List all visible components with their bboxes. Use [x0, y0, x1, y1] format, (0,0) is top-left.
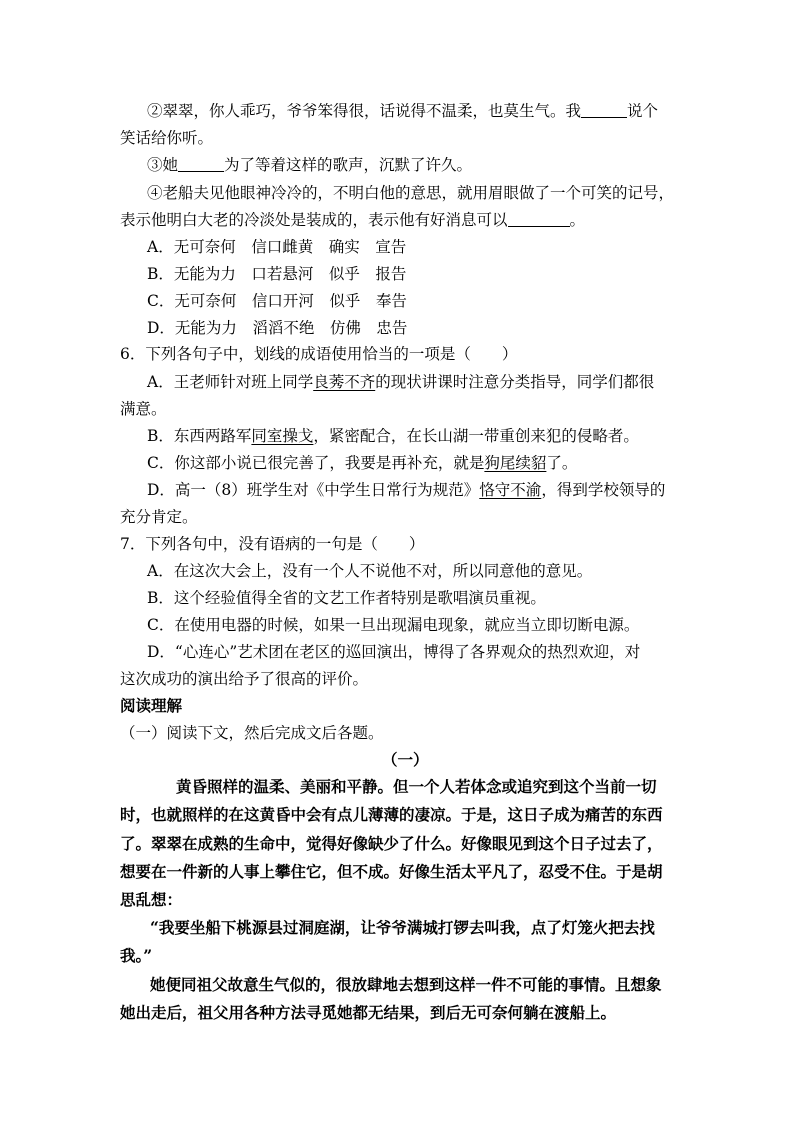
- text: D．高一（8）班学生对《中学生日常行为规范》: [147, 481, 480, 499]
- q6-option-d-cont: 充分肯定。: [120, 508, 198, 526]
- text: ，紧密配合，在长山湖一带重创来犯的侵略者。: [313, 427, 639, 445]
- text: B．东西两路军: [147, 427, 252, 445]
- q6-option-d: [147, 479, 665, 501]
- passage-line: 了。翠翠在成熟的生命中，觉得好像缺少了什么。好像眼见到这个日子过去了，: [120, 834, 663, 853]
- q7-option-a: A．在这次大会上，没有一个人不说他不对，所以同意他的意见。: [147, 562, 593, 580]
- underlined-idiom: 恪守不渝: [479, 481, 542, 499]
- q7-option-d: D．“心连心”艺术团在老区的巡回演出，博得了各界观众的热烈欢迎，对: [147, 643, 641, 661]
- q5-sentence-2-cont: 笑话给你听。: [120, 129, 214, 147]
- passage-line: 黄昏照样的温柔、美丽和平静。但一个人若体念或追究到这个当前一切: [176, 777, 657, 796]
- answer-blank: [178, 156, 224, 172]
- q6-option-a: [147, 371, 654, 393]
- text: A．王老师针对班上同学: [147, 373, 314, 391]
- answer-blank: [508, 211, 570, 227]
- q5-sentence-4-cont: [120, 209, 585, 231]
- q5-sentence-3: [147, 154, 472, 176]
- reading-instruction: （一）阅读下文，然后完成文后各题。: [120, 724, 384, 742]
- q5-option-b: B．无能为力 口若悬河 似乎 报告: [147, 265, 407, 283]
- passage-line: 我。”: [120, 946, 153, 965]
- passage-line: 她出走后，祖父用各种方法寻觅她都无结果，到后无可奈何躺在渡船上。: [120, 1003, 617, 1022]
- q6-option-a-cont: 满意。: [120, 400, 167, 418]
- underlined-idiom: 同室操戈: [251, 427, 314, 445]
- text: 说个: [627, 102, 659, 120]
- underlined-idiom: 狗尾续貂: [484, 454, 547, 472]
- passage-line: 想要在一件新的人事上攀住它，但不成。好像生活太平凡了，忍受不住。于是胡: [120, 862, 663, 881]
- q5-sentence-4: ④老船夫见他眼神冷冷的，不明白他的意思，就用眉眼做了一个可笑的记号，: [147, 184, 675, 202]
- text: 。: [569, 211, 586, 229]
- text: ，得到学校领导的: [541, 481, 666, 499]
- reading-heading: 阅读理解: [120, 696, 183, 715]
- passage-line: 思乱想：: [120, 890, 183, 909]
- q7-stem: 7．下列各句中，没有语病的一句是（ ）: [120, 535, 425, 553]
- text: 了。: [546, 454, 578, 472]
- q6-option-c: [147, 452, 577, 474]
- q7-option-c: C．在使用电器的时候，如果一旦出现漏电现象，就应当立即切断电源。: [147, 616, 640, 634]
- passage-section-title: （一）: [382, 750, 429, 769]
- q7-option-b: B．这个经验值得全省的文艺工作者特别是歌唱演员重视。: [147, 589, 546, 607]
- q5-option-a: A．无可奈何 信口雌黄 确实 宣告: [147, 238, 407, 256]
- text: 表示他明白大老的冷淡处是装成的，表示他有好消息可以: [120, 211, 508, 229]
- text: ③她: [147, 156, 179, 174]
- passage-line: “我要坐船下桃源县过洞庭湖，让爷爷满城打锣去叫我，点了灯笼火把去找: [150, 918, 655, 937]
- passage-line: 时，也就照样的在这黄昏中会有点儿薄薄的凄凉。于是，这日子成为痛苦的东西: [120, 805, 663, 824]
- q6-stem: 6．下列各句子中，划线的成语使用恰当的一项是（ ）: [120, 345, 518, 363]
- q7-option-d-cont: 这次成功的演出给予了很高的评价。: [120, 670, 369, 688]
- passage-line: 她便同祖父故意生气似的，很放肆地去想到这样一件不可能的事情。且想象: [150, 975, 662, 994]
- text: 的现状讲课时注意分类指导，同学们都很: [375, 373, 655, 391]
- q6-option-b: [147, 425, 639, 447]
- text: 为了等着这样的歌声，沉默了许久。: [224, 156, 473, 174]
- answer-blank: [581, 102, 627, 118]
- q5-sentence-2: [147, 100, 658, 122]
- text: ②翠翠，你人乖巧，爷爷笨得很，话说得不温柔，也莫生气。我: [147, 102, 582, 120]
- underlined-idiom: 良莠不齐: [313, 373, 376, 391]
- text: C．你这部小说已很完善了，我要是再补充，就是: [147, 454, 485, 472]
- q5-option-d: D．无能为力 滔滔不绝 仿佛 忠告: [147, 319, 408, 337]
- q5-option-c: C．无可奈何 信口开河 似乎 奉告: [147, 292, 407, 310]
